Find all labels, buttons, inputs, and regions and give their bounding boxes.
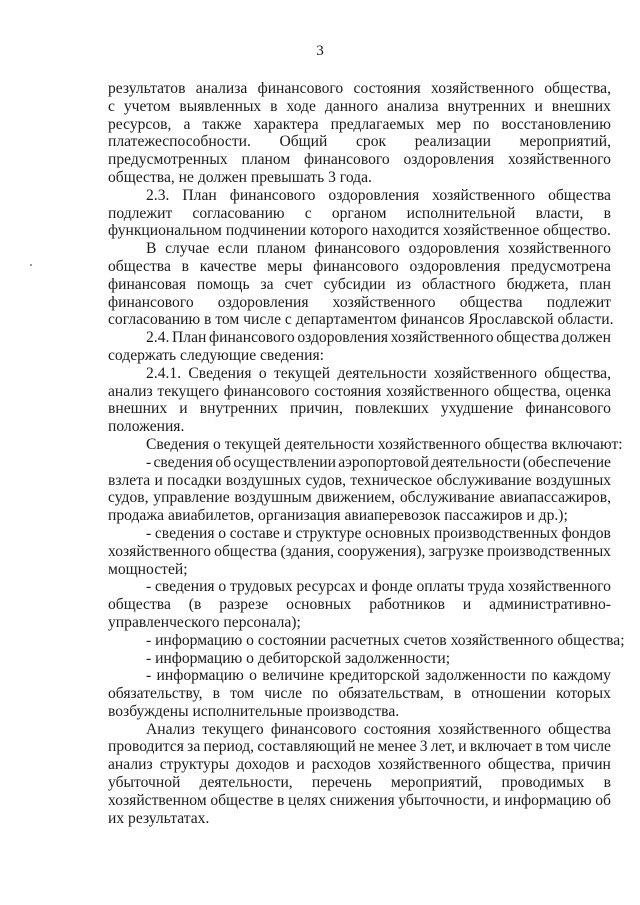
word: обязательствам, xyxy=(338,685,444,703)
word: с xyxy=(304,204,312,222)
word: и xyxy=(359,578,368,596)
word: обязательству, xyxy=(108,685,203,703)
text-line xyxy=(108,454,611,472)
word: период, xyxy=(203,738,255,756)
word: аэропортовой xyxy=(338,453,429,471)
word: оздоровления xyxy=(409,257,501,275)
text-line xyxy=(108,525,611,543)
word: отношении xyxy=(471,685,546,703)
word: составе xyxy=(229,524,280,542)
word: оздоровления xyxy=(408,240,500,258)
line-text: общества, не должен превышать 3 года. xyxy=(108,168,372,186)
word: - xyxy=(146,667,152,685)
word: в xyxy=(453,685,462,703)
word: ухудшение xyxy=(440,400,514,418)
word: общества, xyxy=(544,80,611,97)
word: структуры xyxy=(159,756,230,774)
word: по xyxy=(312,685,329,703)
word: хозяйственного xyxy=(386,382,490,400)
word: производственных xyxy=(434,524,558,542)
word: общества, xyxy=(493,382,561,400)
word: хозяйственного xyxy=(332,293,436,311)
text-line xyxy=(108,774,611,792)
line-text: функциональном подчинении которого находится хозяйственное общество. xyxy=(108,222,611,240)
word: восстановлению xyxy=(501,115,611,133)
word: планом xyxy=(241,151,291,169)
text-line xyxy=(108,756,611,774)
word: деятельности, xyxy=(199,774,293,792)
word: убыточности, xyxy=(398,791,489,809)
word: общества xyxy=(108,596,171,614)
text-line xyxy=(108,151,611,169)
word: текущей xyxy=(273,364,331,382)
word: загрузке xyxy=(428,542,484,560)
word: общества xyxy=(108,257,171,275)
text-line xyxy=(108,222,611,240)
line-text: содержать следующие сведения: xyxy=(108,346,324,364)
text-line xyxy=(108,650,611,668)
word: мероприятий, xyxy=(519,133,611,151)
line-text: - информацию о дебиторской задолженности; xyxy=(146,649,451,667)
text-line xyxy=(108,240,611,258)
text-line xyxy=(108,311,614,329)
word: не xyxy=(358,738,375,756)
word: общества xyxy=(548,186,611,204)
word: подлежит xyxy=(108,204,173,222)
word: также xyxy=(202,115,242,133)
text-line xyxy=(108,116,611,134)
word: общества, xyxy=(488,756,555,774)
word: и xyxy=(492,791,501,809)
line-text: положения. xyxy=(108,418,185,436)
word: обслуживание xyxy=(399,489,495,507)
word: анализа xyxy=(195,80,248,97)
word: согласованию xyxy=(192,204,285,222)
line-text: их результатах. xyxy=(108,809,210,827)
word: областного xyxy=(421,275,496,293)
word: оздоровления xyxy=(328,186,420,204)
word: с xyxy=(108,97,115,115)
word: хозяйственного xyxy=(390,329,494,347)
word: воздушных xyxy=(225,471,302,489)
text-line xyxy=(108,98,611,116)
word: за xyxy=(187,738,201,756)
word: том xyxy=(230,685,255,703)
word: и xyxy=(296,756,305,774)
word: анализа xyxy=(386,97,439,115)
word: основных xyxy=(286,596,352,614)
word: (обеспечение xyxy=(522,453,611,471)
word: внутренних xyxy=(199,400,278,418)
word: - xyxy=(146,524,152,542)
text-line xyxy=(108,383,611,401)
word: выявленных xyxy=(179,97,262,115)
word: числе xyxy=(264,685,303,703)
text-line xyxy=(108,347,611,365)
text-line xyxy=(108,133,611,151)
word: оздоровления xyxy=(217,293,309,311)
word: фонде xyxy=(371,578,413,596)
word: текущего xyxy=(157,382,220,400)
word: в xyxy=(181,257,190,275)
word: внутренних xyxy=(447,97,526,115)
word: и xyxy=(534,97,543,115)
word: доходов xyxy=(236,756,290,774)
word: сведения xyxy=(154,524,215,542)
word: каждому xyxy=(552,667,611,685)
line-text: Сведения о текущей деятельности хозяйственного общества включают: xyxy=(146,435,623,453)
text-line xyxy=(108,543,611,561)
word: лет, xyxy=(430,738,455,756)
word: составляющий xyxy=(257,738,356,756)
text-line xyxy=(108,578,611,596)
word: финансового xyxy=(223,382,310,400)
word: должен xyxy=(561,329,611,347)
word: анализ xyxy=(108,756,153,774)
word: хозяйственного xyxy=(431,80,534,97)
word: обществе xyxy=(210,791,274,809)
word: финансового xyxy=(257,80,344,97)
word: хозяйственного xyxy=(432,186,536,204)
word: Анализ xyxy=(146,720,195,738)
word: учетом xyxy=(123,97,171,115)
word: хозяйственного xyxy=(438,720,541,738)
word: проводится xyxy=(108,738,184,756)
text-line xyxy=(108,80,611,98)
word: трудовых xyxy=(229,578,293,596)
word: меры xyxy=(267,257,303,275)
word: финансового xyxy=(209,329,295,347)
word: хозяйственном xyxy=(108,791,207,809)
word: основных xyxy=(365,524,431,542)
word: и xyxy=(179,400,188,418)
word: общества xyxy=(214,542,278,560)
text-line xyxy=(108,721,611,739)
line-text: мощностей; xyxy=(108,560,188,578)
word: воздушных xyxy=(535,471,611,489)
word: информацию xyxy=(156,667,244,685)
text-line xyxy=(108,667,611,685)
word: судов, xyxy=(108,489,149,507)
word: из xyxy=(396,275,412,293)
word: субсидии xyxy=(323,275,386,293)
line-text: возбуждены исполнительные производства. xyxy=(108,702,400,720)
word: - xyxy=(146,578,152,596)
text-line xyxy=(108,418,611,436)
line-text: управленческого персонала); xyxy=(108,613,301,631)
word: деятельности xyxy=(337,364,427,382)
word: случае xyxy=(165,240,210,258)
word: сооружения), xyxy=(337,542,426,560)
word: качестве xyxy=(199,257,257,275)
word: структуре xyxy=(295,524,362,542)
text-line xyxy=(108,472,611,490)
word: финансового xyxy=(108,293,194,311)
word: реализации xyxy=(414,133,491,151)
word: финансового xyxy=(304,151,390,169)
word: административно- xyxy=(489,596,611,614)
word: и xyxy=(154,471,163,489)
word: (здания, xyxy=(280,542,334,560)
text-line xyxy=(108,631,625,650)
word: а xyxy=(183,115,191,133)
word: сведения xyxy=(153,453,214,471)
word: оценка xyxy=(565,382,611,400)
word: План xyxy=(182,186,217,204)
word: Сведения xyxy=(188,364,252,382)
word: если xyxy=(217,240,249,258)
word: 2.4.1. xyxy=(146,364,182,382)
text-line xyxy=(108,205,611,223)
word: хозяйственного xyxy=(108,542,211,560)
word: результатов xyxy=(108,80,186,97)
document-body xyxy=(108,80,625,827)
text-line xyxy=(108,507,611,525)
word: проводимых xyxy=(501,774,585,792)
word: планом xyxy=(256,240,306,258)
text-line xyxy=(108,703,611,721)
word: ресурсах xyxy=(296,578,356,596)
word: общества xyxy=(459,293,523,311)
text-line xyxy=(108,685,611,703)
word: снижения xyxy=(329,791,395,809)
line-text: согласованию в том числе с департаментом финансов Ярославской области. xyxy=(108,311,614,329)
line-text: продажа авиабилетов, организация авиаперевозок пассажиров и др.); xyxy=(108,507,568,525)
text-line xyxy=(108,187,611,205)
word: об xyxy=(215,453,232,471)
word: работников xyxy=(369,596,445,614)
word: ресурсов, xyxy=(108,115,172,133)
word: о xyxy=(249,667,257,685)
word: о xyxy=(218,578,227,596)
line-text: - информацию о состоянии расчетных счетов хозяйственного общества; xyxy=(146,631,625,649)
word: хозяйственного xyxy=(508,240,611,258)
word: которых xyxy=(556,685,611,703)
word: осуществлении xyxy=(233,453,336,471)
word: общества xyxy=(548,720,611,738)
word: техническое xyxy=(350,471,433,489)
word: помощь xyxy=(196,275,250,293)
word: 2.4. xyxy=(146,329,170,347)
scan-speck xyxy=(30,264,32,266)
word: подлежит xyxy=(546,293,611,311)
word: план xyxy=(579,275,611,293)
word: бюджета, xyxy=(506,275,569,293)
word: включает xyxy=(469,738,533,756)
word: оплаты xyxy=(416,578,465,596)
text-line xyxy=(108,435,623,454)
word: данного xyxy=(324,97,379,115)
word: кредиторской xyxy=(329,667,420,685)
word: платежеспособности. xyxy=(108,133,251,151)
word: о xyxy=(218,524,227,542)
word: власти, xyxy=(535,204,584,222)
text-line xyxy=(108,596,611,614)
text-line xyxy=(108,489,611,507)
word: оздоровления xyxy=(297,329,389,347)
word: причин xyxy=(561,756,611,774)
word: ходе xyxy=(286,97,316,115)
word: и xyxy=(458,738,467,756)
word: менее xyxy=(377,738,417,756)
word: величине xyxy=(262,667,324,685)
word: исполнительной xyxy=(406,204,516,222)
word: состояния xyxy=(314,382,382,400)
word: предусмотрена xyxy=(511,257,611,275)
word: оздоровления xyxy=(403,151,495,169)
word: финансовая xyxy=(108,275,187,293)
word: и xyxy=(283,524,292,542)
text-line xyxy=(108,169,611,187)
word: мер xyxy=(436,115,462,133)
word: финансового xyxy=(270,720,357,738)
text-line xyxy=(108,365,611,383)
word: Общий xyxy=(279,133,328,151)
word: за xyxy=(260,275,274,293)
word: сведения xyxy=(154,578,215,596)
word: План xyxy=(172,329,207,347)
word: - xyxy=(146,453,152,471)
text-line xyxy=(108,614,611,632)
word: финансового xyxy=(525,400,611,418)
word: воздушным xyxy=(234,489,312,507)
word: в xyxy=(276,791,285,809)
word: хозяйственного xyxy=(508,578,611,596)
word: о xyxy=(258,364,267,382)
text-line xyxy=(108,400,611,418)
word: анализ xyxy=(108,382,153,400)
text-line xyxy=(108,792,611,810)
text-line xyxy=(108,276,611,294)
word: хозяйственного xyxy=(377,756,481,774)
word: внешних xyxy=(551,97,611,115)
word: состояния xyxy=(353,80,421,97)
page-number: 3 xyxy=(316,43,324,59)
word: мероприятий, xyxy=(390,774,483,792)
word: информацию xyxy=(504,791,592,809)
text-line xyxy=(108,810,611,828)
word: фондов xyxy=(561,524,611,542)
word: финансового xyxy=(313,257,399,275)
word: производственных xyxy=(487,542,611,560)
word: перечень xyxy=(311,774,372,792)
word: хозяйственного xyxy=(508,151,611,169)
word: расходов xyxy=(311,756,371,774)
word: судов, xyxy=(305,471,347,489)
word: в xyxy=(603,774,611,792)
word: числе xyxy=(573,738,611,756)
word: финансового xyxy=(314,240,400,258)
word: взлета xyxy=(108,471,151,489)
text-line xyxy=(108,294,611,312)
word: общества, xyxy=(544,364,611,382)
word: авиапассажиров, xyxy=(499,489,611,507)
word: причин, xyxy=(289,400,343,418)
word: деятельности xyxy=(431,453,521,471)
word: 2.3. xyxy=(146,186,170,204)
word: посадки xyxy=(167,471,222,489)
word: в xyxy=(270,97,278,115)
word: задолженности xyxy=(425,667,526,685)
word: срок xyxy=(356,133,387,151)
word: характера xyxy=(253,115,319,133)
word: текущего xyxy=(202,720,264,738)
word: обслуживание xyxy=(436,471,532,489)
word: целях xyxy=(288,791,327,809)
word: общества xyxy=(496,329,560,347)
word: В xyxy=(146,240,157,258)
text-line xyxy=(108,258,611,276)
word: в xyxy=(603,204,611,222)
word: внешних xyxy=(108,400,168,418)
word: предусмотренных xyxy=(108,151,228,169)
word: и xyxy=(462,596,472,614)
word: об xyxy=(595,791,611,809)
text-line xyxy=(108,561,611,579)
word: том xyxy=(545,738,570,756)
word: финансового xyxy=(229,186,316,204)
word: в xyxy=(212,685,221,703)
text-line xyxy=(108,738,611,756)
word: 3 xyxy=(419,738,428,756)
text-line xyxy=(108,329,611,347)
word: в xyxy=(535,738,543,756)
word: счет xyxy=(284,275,313,293)
word: состояния xyxy=(363,720,431,738)
word: движением, xyxy=(316,489,396,507)
word: органом xyxy=(331,204,387,222)
word: управление xyxy=(153,489,230,507)
word: повлекших xyxy=(355,400,429,418)
word: по xyxy=(531,667,548,685)
word: по xyxy=(473,115,490,133)
word: труда xyxy=(468,578,505,596)
word: (в xyxy=(188,596,202,614)
word: разрезе xyxy=(219,596,269,614)
word: убыточной xyxy=(108,774,181,792)
word: предлагаемых xyxy=(330,115,425,133)
word: хозяйственного xyxy=(434,364,537,382)
